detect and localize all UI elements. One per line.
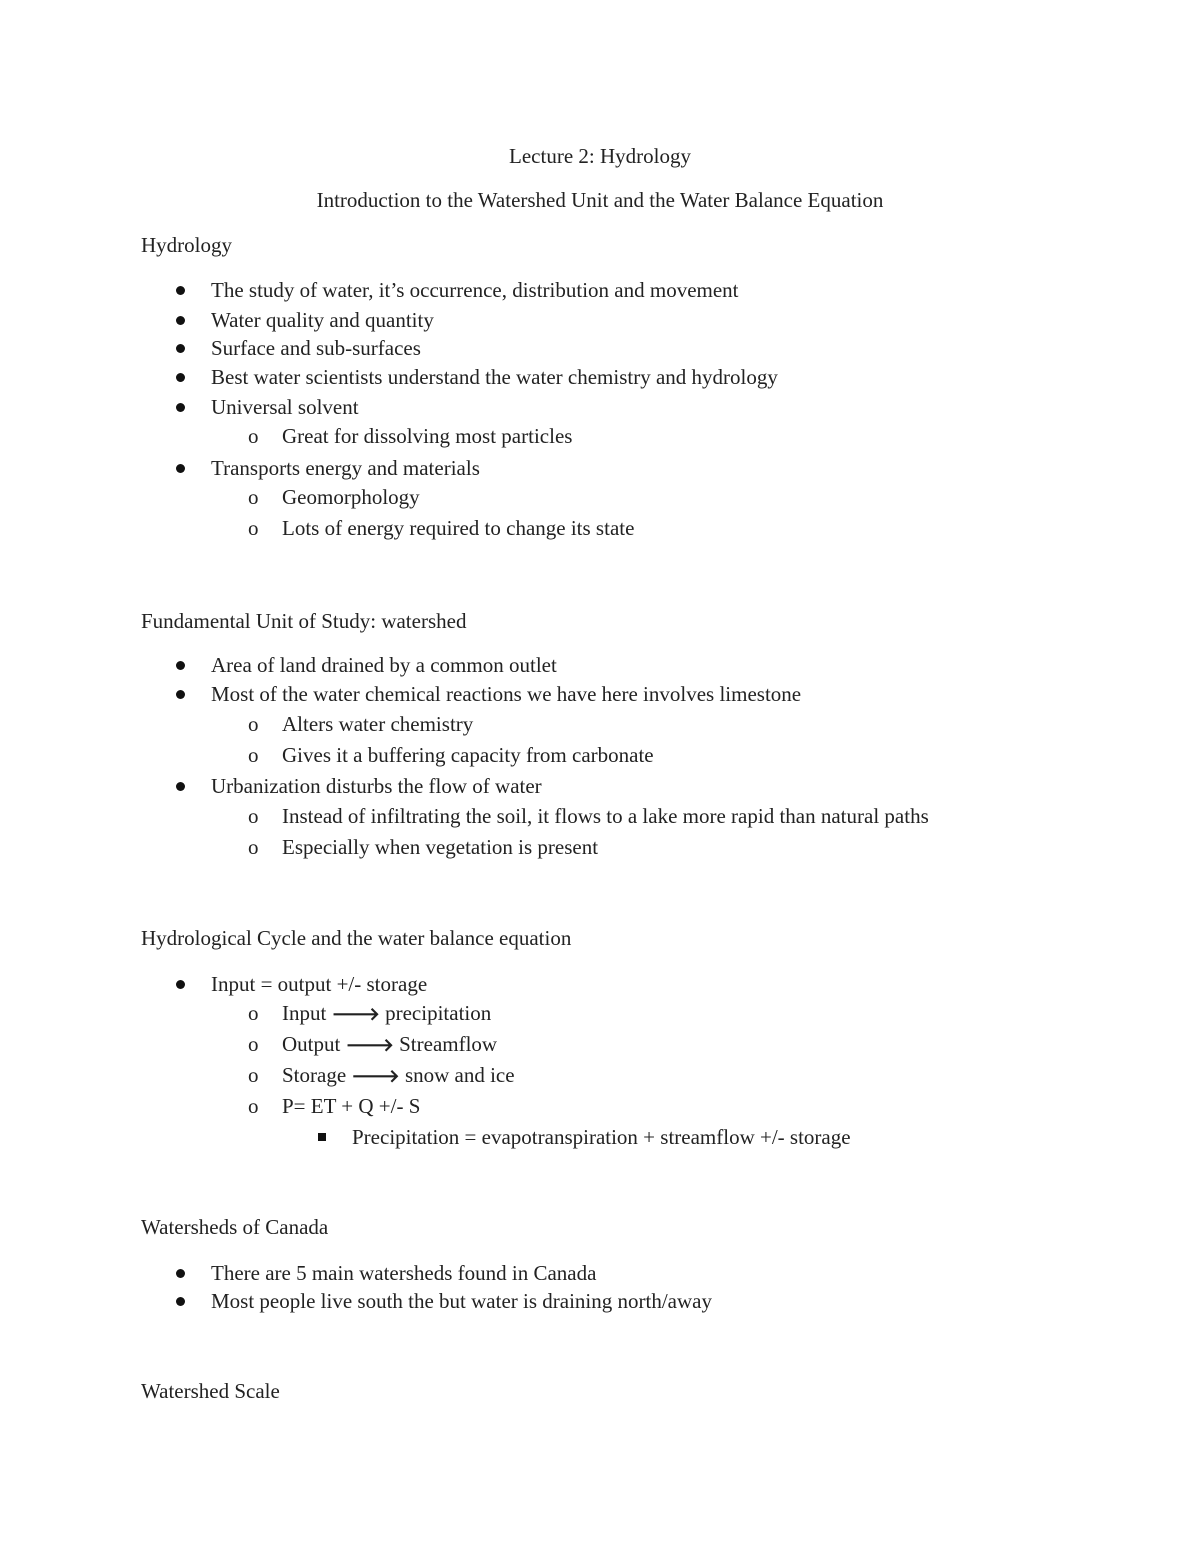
section-heading-hydrology: Hydrology — [141, 233, 232, 257]
list-item: Water quality and quantity — [211, 308, 434, 332]
bullet-dot — [176, 373, 185, 382]
list-item: Most of the water chemical reactions we have here involves limestone — [211, 682, 802, 706]
list-item: Transports energy and materials — [211, 456, 480, 480]
list-item: There are 5 main watersheds found in Canada — [211, 1261, 597, 1285]
sub-list-item: Great for dissolving most particles — [282, 424, 573, 448]
sub-bullet-o: o — [248, 835, 259, 859]
section-heading-watershed-scale: Watershed Scale — [141, 1379, 280, 1403]
sub-list-item: Alters water chemistry — [282, 712, 474, 736]
section-heading-hydrological-cycle: Hydrological Cycle and the water balance equation — [141, 926, 572, 950]
right-arrow-icon: 🡒 — [345, 1035, 394, 1056]
sub-bullet-o: o — [248, 516, 259, 540]
section-heading-watersheds-canada: Watersheds of Canada — [141, 1215, 329, 1239]
term-label: Input — [282, 1001, 327, 1025]
right-arrow-icon: 🡒 — [351, 1066, 400, 1087]
sub-list-item: Instead of infiltrating the soil, it flows to a lake more rapid than natural paths — [282, 804, 929, 828]
bullet-dot — [176, 782, 185, 791]
sub-list-item — [282, 1003, 491, 1024]
bullet-dot — [176, 1297, 185, 1306]
list-item: Surface and sub-surfaces — [211, 336, 421, 360]
list-item: Input = output +/- storage — [211, 972, 428, 996]
sub-list-item — [282, 1065, 515, 1086]
sub-bullet-o: o — [248, 743, 259, 767]
list-item: Best water scientists understand the water chemistry and hydrology — [211, 365, 778, 389]
bullet-dot — [176, 661, 185, 670]
document-subtitle: Introduction to the Watershed Unit and the Water Balance Equation — [316, 188, 884, 212]
term-label: Output — [282, 1032, 341, 1056]
bullet-dot — [176, 286, 185, 295]
list-item: Urbanization disturbs the flow of water — [211, 774, 542, 798]
bullet-square — [318, 1133, 326, 1141]
bullet-dot — [176, 316, 185, 325]
term-label: Storage — [282, 1063, 347, 1087]
term-value: Streamflow — [399, 1032, 498, 1056]
list-item: Universal solvent — [211, 395, 359, 419]
sub-list-item: Gives it a buffering capacity from carbonate — [282, 743, 654, 767]
bullet-dot — [176, 344, 185, 353]
sub-list-item: Geomorphology — [282, 485, 420, 509]
list-item: Area of land drained by a common outlet — [211, 653, 557, 677]
section-heading-watershed: Fundamental Unit of Study: watershed — [141, 609, 467, 633]
sub-bullet-o: o — [248, 712, 259, 736]
bullet-dot — [176, 690, 185, 699]
term-value: snow and ice — [404, 1063, 515, 1087]
term-value: precipitation — [385, 1001, 492, 1025]
bullet-dot — [176, 1269, 185, 1278]
right-arrow-icon: 🡒 — [331, 1004, 380, 1025]
bullet-dot — [176, 980, 185, 989]
sub-bullet-o: o — [248, 1032, 259, 1056]
sub-list-item — [282, 1034, 497, 1055]
sub-sub-list-item: Precipitation = evapotranspiration + streamflow +/- storage — [352, 1125, 851, 1149]
sub-bullet-o: o — [248, 1001, 259, 1025]
sub-bullet-o: o — [248, 424, 259, 448]
sub-list-item: Especially when vegetation is present — [282, 835, 599, 859]
sub-bullet-o: o — [248, 485, 259, 509]
sub-bullet-o: o — [248, 804, 259, 828]
sub-list-item: Lots of energy required to change its state — [282, 516, 635, 540]
sub-bullet-o: o — [248, 1063, 259, 1087]
sub-bullet-o: o — [248, 1094, 259, 1118]
bullet-dot — [176, 403, 185, 412]
list-item: Most people live south the but water is draining north/away — [211, 1289, 712, 1313]
list-item: The study of water, it’s occurrence, distribution and movement — [211, 278, 739, 302]
bullet-dot — [176, 464, 185, 473]
document-title: Lecture 2: Hydrology — [509, 144, 691, 168]
sub-list-item: P= ET + Q +/- S — [282, 1094, 421, 1118]
